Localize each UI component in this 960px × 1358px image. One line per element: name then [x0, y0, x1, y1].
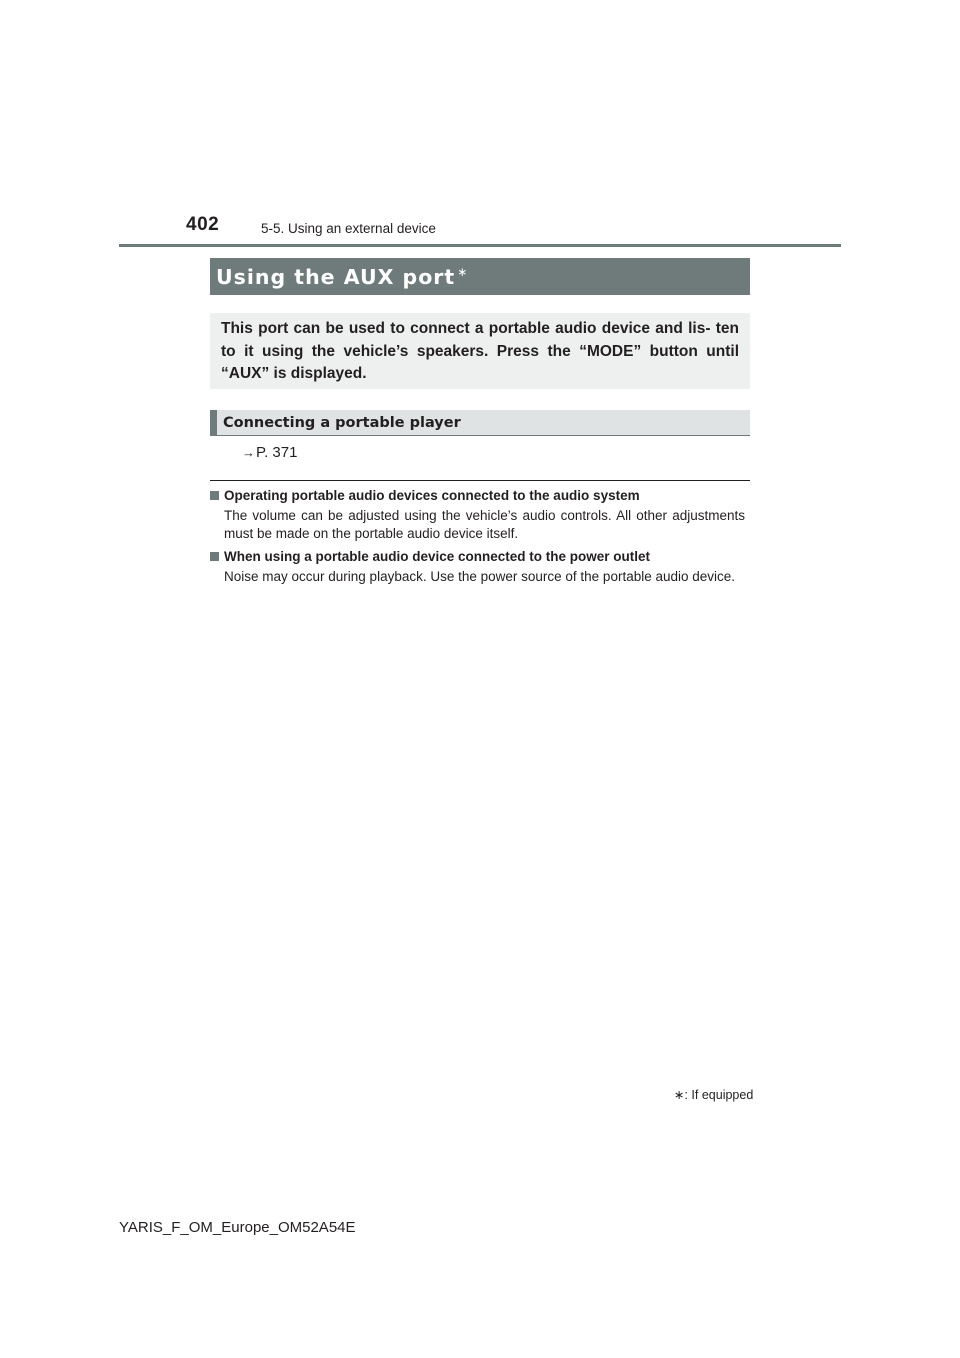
page-reference — [242, 444, 297, 461]
section-path: 5-5. Using an external device — [261, 221, 436, 236]
subsection-title: Connecting a portable player — [223, 414, 461, 431]
note-body: The volume can be adjusted using the vehicle’s audio controls. All other adjustments must be made on the portable audio device itself. — [224, 508, 745, 541]
notes-divider — [210, 480, 750, 481]
page-reference-text: P. 371 — [256, 444, 298, 461]
header-rule — [119, 244, 841, 247]
note-body: Noise may occur during playback. Use the power source of the portable audio device. — [224, 569, 736, 584]
subsection-marker — [210, 410, 217, 436]
square-bullet-icon — [210, 552, 219, 561]
footnote: ∗: If equipped — [674, 1088, 754, 1102]
note-item — [210, 548, 745, 586]
note-heading: When using a portable audio device connected to the power outlet — [224, 549, 651, 564]
page-number: 402 — [186, 214, 220, 235]
subsection-heading — [210, 410, 750, 436]
arrow-right-icon: → — [242, 445, 255, 460]
note-heading: Operating portable audio devices connected to the audio system — [224, 488, 640, 503]
equipment-marker: ∗ — [457, 264, 468, 279]
notes-section — [210, 487, 745, 591]
intro-box — [210, 313, 750, 389]
intro-text: This port can be used to connect a portable audio device and lis- ten to it using the vehicle’s speakers. Press the “MODE” button until “AUX” is displayed. — [221, 320, 739, 382]
square-bullet-icon — [210, 491, 219, 500]
note-item — [210, 487, 745, 543]
page-title: Using the AUX port — [216, 264, 456, 289]
title-bar — [210, 258, 750, 295]
document-code: YARIS_F_OM_Europe_OM52A54E — [119, 1219, 356, 1236]
